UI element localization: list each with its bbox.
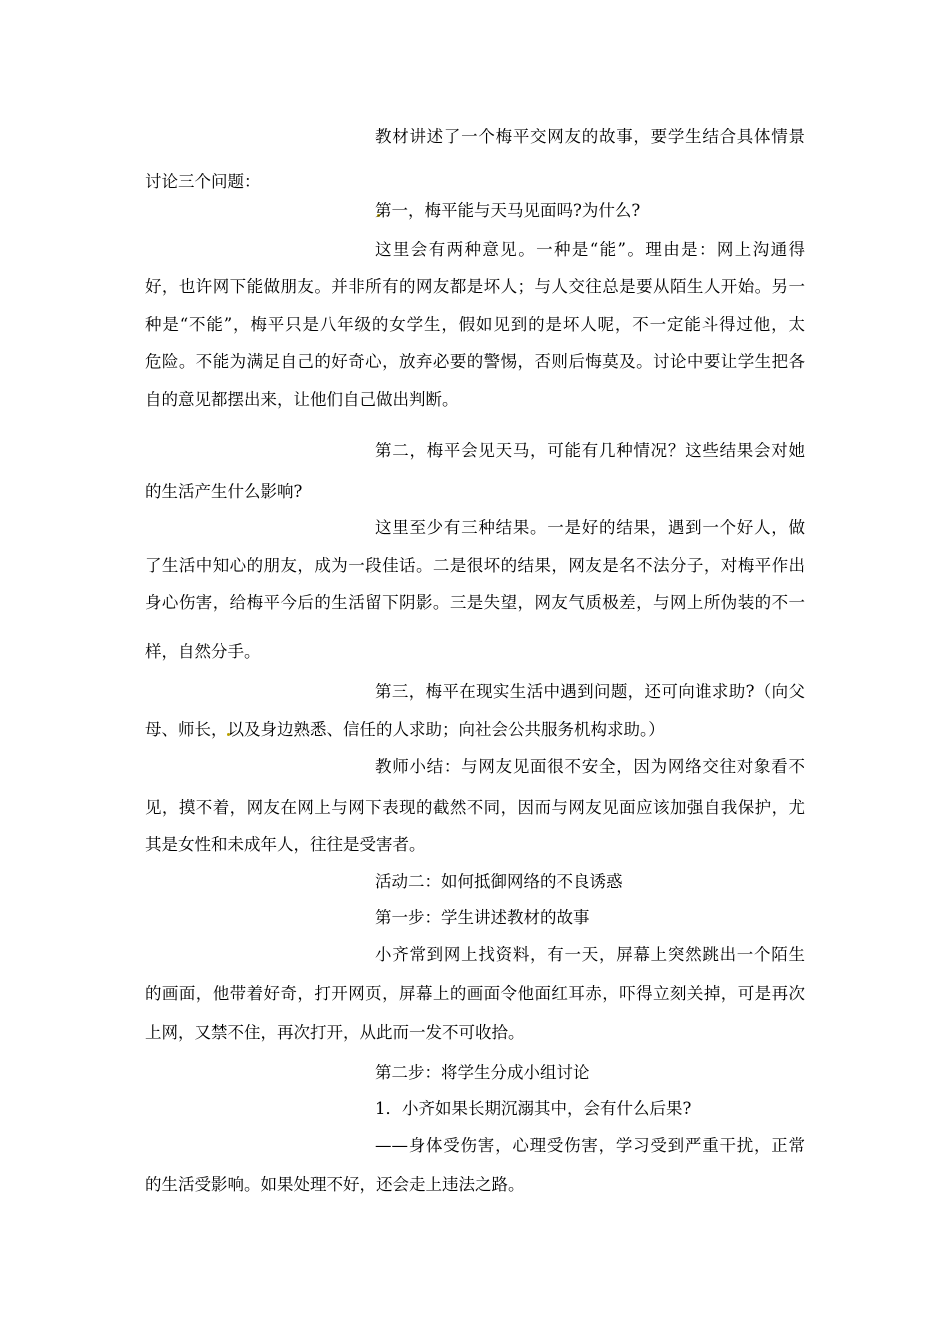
paragraph-line: 教材讲述了一个梅平交网友的故事，要学生结合具体情景: [375, 127, 805, 146]
paragraph-line: 自的意见都摆出来，让他们自己做出判断。: [145, 390, 459, 409]
paragraph-line: 教师小结：与网友见面很不安全，因为网络交往对象看不: [375, 757, 805, 776]
paragraph-line: 第二，梅平会见天马，可能有几种情况？这些结果会对她: [375, 441, 805, 460]
paragraph-line: ——身体受伤害，心理受伤害，学习受到严重干扰，正常: [375, 1136, 805, 1155]
paragraph-line: 好，也许网下能做朋友。并非所有的网友都是坏人；与人交往总是要从陌生人开始。另一: [145, 277, 805, 296]
paragraph-line: 母、师长，以及身边熟悉、信任的人求助；向社会公共服务机构求助。）: [145, 720, 665, 739]
paragraph-line: 第三，梅平在现实生活中遇到问题，还可向谁求助?（向父: [375, 682, 805, 701]
paragraph-line: 这里至少有三种结果。一是好的结果，遇到一个好人，做: [375, 518, 805, 537]
paragraph-line: 小齐常到网上找资料，有一天，屏幕上突然跳出一个陌生: [375, 945, 805, 964]
paragraph-line: 的生活产生什么影响?: [145, 482, 303, 501]
paragraph-line: 了生活中知心的朋友，成为一段佳话。二是很坏的结果，网友是名不法分子，对梅平作出: [145, 556, 805, 575]
paragraph-line: 危险。不能为满足自己的好奇心，放弃必要的警惕，否则后悔莫及。讨论中要让学生把各: [145, 352, 805, 371]
paragraph-line: 样，自然分手。: [145, 642, 261, 661]
step-heading: 第一步：学生讲述教材的故事: [375, 908, 590, 927]
step-heading: 第二步：将学生分成小组讨论: [375, 1063, 590, 1082]
paragraph-line: 种是“不能”，梅平只是八年级的女学生，假如见到的是坏人呢，不一定能斗得过他，太: [145, 315, 805, 334]
paragraph-line: 上网，又禁不住，再次打开，从此而一发不可收拾。: [145, 1023, 525, 1042]
paragraph-line: 讨论三个问题：: [145, 172, 261, 191]
numbered-question: 1．小齐如果长期沉溺其中，会有什么后果?: [375, 1099, 692, 1118]
paragraph-line: 第一，梅平能与天马见面吗?为什么?: [375, 201, 641, 220]
paragraph-line: 见，摸不着，网友在网上与网下表现的截然不同，因而与网友见面应该加强自我保护，尤: [145, 798, 805, 817]
section-heading: 活动二：如何抵御网络的不良诱惑: [375, 872, 623, 891]
paragraph-line: 其是女性和未成年人，往往是受害者。: [145, 835, 426, 854]
paragraph-line: 的画面，他带着好奇，打开网页，屏幕上的画面令他面红耳赤，吓得立刻关掉，可是再次: [145, 984, 805, 1003]
paragraph-line: 的生活受影响。如果处理不好，还会走上违法之路。: [145, 1175, 525, 1194]
paragraph-line: 身心伤害，给梅平今后的生活留下阴影。三是失望，网友气质极差，与网上所伪装的不一: [145, 593, 805, 612]
paragraph-line: 这里会有两种意见。一种是“能”。理由是：网上沟通得: [375, 240, 805, 259]
